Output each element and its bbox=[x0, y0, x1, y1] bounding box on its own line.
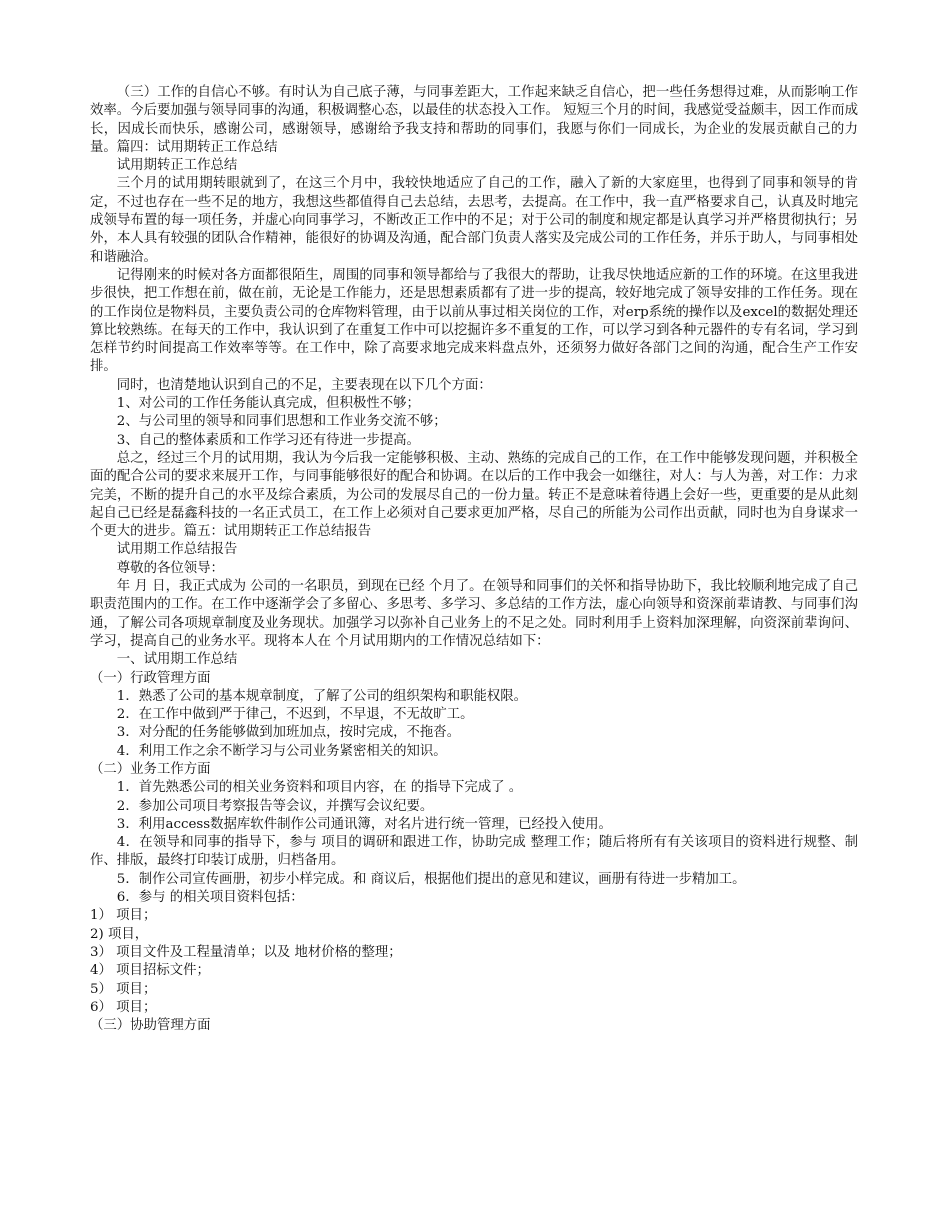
list-item-project-6: 6） 项目； bbox=[90, 999, 157, 1015]
salutation: 尊敬的各位领导： bbox=[116, 560, 224, 576]
list-item-admin-2: 2．在工作中做到严于律己，不迟到，不早退，不无故旷工。 bbox=[116, 707, 474, 723]
list-item-admin-1: 1．熟悉了公司的基本规章制度，了解了公司的组织架构和职能权限。 bbox=[116, 688, 528, 704]
document-body bbox=[90, 84, 858, 1035]
section-title-report: 试用期工作总结报告 bbox=[116, 542, 238, 558]
list-item-shortcoming-2: 2、与公司里的领导和同事们思想和工作业务交流不够； bbox=[116, 414, 447, 430]
list-item-shortcoming-1: 1、对公司的工作任务能认真完成，但积极性不够； bbox=[116, 396, 420, 412]
list-item-project-3: 3） 项目文件及工程量清单；以及 地材价格的整理； bbox=[90, 944, 402, 960]
list-item-project-4: 4） 项目招标文件； bbox=[90, 963, 210, 979]
section-title-probation-summary: 试用期转正工作总结 bbox=[116, 158, 238, 174]
list-item-business-4: 4．在领导和同事的指导下，参与 项目的调研和跟进工作，协助完成 整理工作；随后将所有有关该项目的资料进行规整、制作、排版，最终打印装订成册，归档备用。 bbox=[90, 835, 858, 869]
list-item-business-2: 2．参加公司项目考察报告等会议，并撰写会议纪要。 bbox=[116, 798, 434, 814]
list-item-business-3: 3．利用access数据库软件制作公司通讯簿，对名片进行统一管理，已经投入使用。 bbox=[116, 816, 612, 832]
list-item-admin-3: 3．对分配的任务能够做到加班加点，按时完成，不拖沓。 bbox=[116, 725, 461, 741]
list-item-business-1: 1．首先熟悉公司的相关业务资料和项目内容，在 的指导下完成了 。 bbox=[116, 780, 523, 796]
list-item-business-5: 5．制作公司宣传画册，初步小样完成。和 商议后，根据他们提出的意见和建议，画册有待进一步精加工。 bbox=[116, 871, 746, 887]
heading-probation-work-summary: 一、试用期工作总结 bbox=[116, 652, 238, 668]
paragraph-report-intro: 年 月 日，我正式成为 公司的一名职员，到现在已经 个月了。在领导和同事们的关怀和指导协助下，我比较顺利地完成了自己职责范围内的工作。在工作中逐渐学会了多留心、多思考、多学习、多总结的工作方法，虚心向领导和资深前辈请教、与同事们沟通，了解公司各项规章制度及业务现状。加强学习以弥补自己业务上的不足之处。同时利用手上资料加深理解，向资深前辈询问、学习，提高自己的业务水平。现将本人在 个月试用期内的工作情况总结如下： bbox=[90, 579, 858, 649]
paragraph-conclusion: 总之，经过三个月的试用期，我认为今后我一定能够积极、主动、熟练的完成自己的工作，在工作中能够发现问题，并积极全面的配合公司的要求来展开工作，与同事能够很好的配合和协调。在以后的工作中我会一如继往，对人：与人为善，对工作：力求完美，不断的提升自己的水平及综合素质，为公司的发展尽自己的一份力量。转正不是意味着待遇上会好一些，更重要的是从此刻起自己已经是磊鑫科技的一名正式员工，在工作上必须对自己要求更加严格，尽自己的所能为公司作出贡献，同时也为自身谋求一个更大的进步。篇五：试用期转正工作总结报告 bbox=[90, 450, 858, 540]
subheading-assist-management: （三）协助管理方面 bbox=[90, 1018, 211, 1034]
paragraph-three-months: 三个月的试用期转眼就到了，在这三个月中，我较快地适应了自己的工作，融入了新的大家庭里，也得到了同事和领导的肯定，不过也存在一些不足的地方，我想这些都值得自己去总结，去思考，去提高。在工作中，我一直严格要求自己，认真及时地完成领导布置的每一项任务，并虚心向同事学习，不断改正工作中的不足；对于公司的制度和规定都是认真学习并严格贯彻执行；另外，本人具有较强的团队合作精神，能很好的协调及沟通，配合部门负责人落实及完成公司的工作任务，并乐于助人，与同事相处和谐融洽。 bbox=[90, 176, 858, 265]
list-item-admin-4: 4．利用工作之余不断学习与公司业务紧密相关的知识。 bbox=[116, 743, 447, 759]
paragraph-self-confidence: （三）工作的自信心不够。有时认为自己底子薄，与同事差距大，工作起来缺乏自信心，把一些任务想得过难，从而影响工作效率。今后要加强与领导同事的沟通，积极调整心态，以最佳的状态投入工作。 短短三个月的时间，我感觉受益颇丰，因工作而成长，因成长而快乐，感谢公司，感谢领导，感谢给予我支持和帮助的同事们，我愿与你们一同成长，为企业的发展贡献自己的力量。篇四：试用期转正工作总结 bbox=[90, 85, 858, 155]
list-item-project-5: 5） 项目； bbox=[90, 981, 157, 997]
paragraph-shortcomings-intro: 同时，也清楚地认识到自己的不足，主要表现在以下几个方面： bbox=[116, 377, 492, 393]
list-item-business-6: 6．参与 的相关项目资料包括： bbox=[116, 890, 304, 906]
subheading-business-work: （二）业务工作方面 bbox=[90, 761, 211, 777]
paragraph-early-days: 记得刚来的时候对各方面都很陌生，周围的同事和领导都给与了我很大的帮助，让我尽快地适应新的工作的环境。在这里我进步很快，把工作想在前，做在前，无论是工作能力，还是思想素质都有了进一步的提高，较好地完成了领导安排的工作任务。现在的工作岗位是物料员，主要负责公司的仓库物料管理，由于以前从事过相关岗位的工作，对erp系统的操作以及excel的数据处理还算比较熟练。在每天的工作中，我认识到了在重复工作中可以挖掘许多不重复的工作，可以学习到各种元器件的专有名词，学习到怎样节约时间提高工作效率等等。在工作中，除了高要求地完成来料盘点外，还须努力做好各部门之间的沟通，配合生产工作安排。 bbox=[90, 267, 858, 375]
list-item-project-1: 1） 项目； bbox=[90, 908, 157, 924]
list-item-project-2: 2) 项目， bbox=[90, 926, 149, 942]
list-item-shortcoming-3: 3、自己的整体素质和工作学习还有待进一步提高。 bbox=[116, 432, 420, 448]
subheading-admin-management: （一）行政管理方面 bbox=[90, 670, 211, 686]
